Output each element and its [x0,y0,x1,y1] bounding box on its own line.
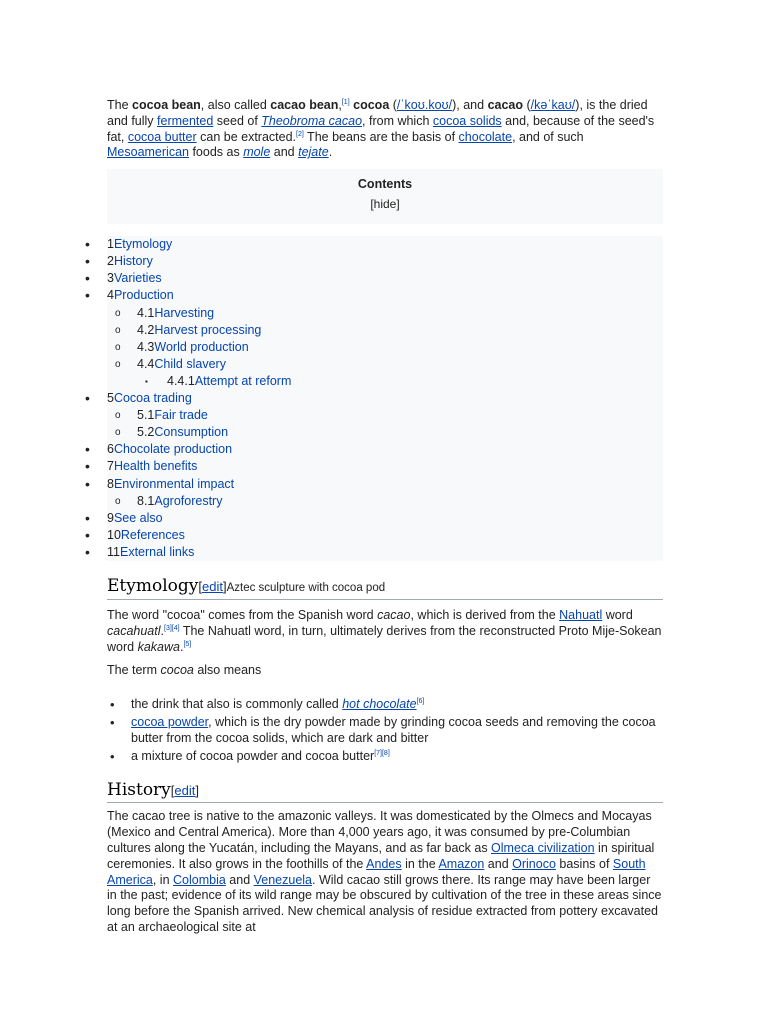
toc-item[interactable] [107,493,663,510]
link-olmeca-civilization[interactable]: Olmeca civilization [491,840,595,855]
toc-link[interactable]: Environmental impact [113,476,235,491]
link-mesoamerican[interactable]: Mesoamerican [107,145,189,160]
term-cocoa: cocoa [160,663,194,678]
toc-number: 7 [107,459,114,474]
toc-number: 5.2 [137,425,155,440]
link-venezuela[interactable]: Venezuela [253,872,313,887]
bracket: [ [170,783,175,799]
article-content [85,98,663,936]
toc-item[interactable] [107,339,663,356]
para-text: and [225,872,254,887]
toc-link[interactable]: Child slavery [154,356,226,371]
toc-item[interactable] [107,373,663,390]
toc-item[interactable] [107,407,663,424]
bullet-icon: o [115,410,121,422]
citation-link[interactable]: [1] [341,98,350,106]
toc-link[interactable]: Fair trade [154,408,208,423]
toc-link[interactable]: History [113,254,153,269]
intro-text: can be extracted. [196,129,297,144]
toc-number: 6 [107,442,114,457]
bullet-icon: o [115,358,121,370]
intro-text: ), is the dried and fully [107,98,648,128]
toc-item[interactable] [107,424,663,441]
ipa-link[interactable]: /ˈkoʊ.koʊ/ [396,98,453,112]
history-paragraph [107,809,663,935]
toc-item[interactable] [85,543,663,561]
bullet-icon: • [110,714,115,730]
meanings-list [107,697,663,764]
intro-text: foods as [188,145,244,160]
para-text: word [602,607,633,622]
intro-text: . [328,145,333,160]
toc-number: 9 [107,510,114,525]
toc-item[interactable] [85,287,663,304]
toc-list [85,236,663,561]
para-text: , in [152,872,173,887]
intro-text: ), and [452,98,488,112]
link-tejate[interactable]: tejate [298,145,329,160]
list-text: the drink that also is commonly called [131,697,343,712]
intro-text: ( [523,98,531,112]
bracket: ] [222,578,227,594]
bullet-icon: • [85,287,90,304]
toc-item[interactable] [85,509,663,527]
bullet-icon: • [85,270,90,287]
para-text: The term [107,663,161,678]
link-south-america[interactable]: South America [107,856,646,887]
link-amazon[interactable]: Amazon [438,856,485,871]
term-cacao: cacao [487,98,524,112]
edit-link[interactable]: edit [174,783,196,799]
toc-number: 8 [107,476,114,491]
toc-item[interactable] [107,305,663,322]
toc-link[interactable]: Chocolate production [113,442,233,457]
para-text: basins of [555,856,613,871]
etymology-paragraph [107,608,663,655]
toc-number: 3 [107,271,114,286]
section-heading-etymology [107,575,663,600]
toc-number: 2 [107,254,114,269]
intro-text: seed of [213,113,262,128]
link-colombia[interactable]: Colombia [173,872,226,887]
toc-title: Contents [357,177,413,192]
bullet-icon: • [85,441,90,458]
heading-text: Etymology [107,575,199,596]
link-cocoa-powder[interactable]: cocoa powder [131,714,209,729]
toc-number: 4.4 [137,356,155,371]
edit-section [171,783,199,798]
term-cacahuatl: cacahuatl [107,623,161,638]
toc-item[interactable] [85,441,663,458]
bullet-icon: • [110,748,115,764]
link-nahuatl[interactable]: Nahuatl [559,607,603,622]
list-item [107,749,663,765]
bracket: [ [198,578,202,594]
toc-item[interactable] [85,253,663,270]
section-heading-history [107,779,663,803]
link-fermented[interactable]: fermented [157,113,214,128]
toc-item[interactable] [85,526,663,544]
toc-link[interactable]: Attempt at reform [194,373,292,388]
para-text: . [179,639,184,654]
list-text: a mixture of cocoa powder and cocoa butter [131,748,375,763]
list-text: , which is the dry powder made by grinding cocoa seeds and removing the cocoa butter from the cocoa solids, which are dark and bitter [131,714,656,745]
bracket: ] [195,783,200,799]
toc-hide-toggle[interactable]: [hide] [370,197,400,212]
bullet-icon: • [110,697,115,713]
toc-link[interactable]: World production [154,339,249,354]
link-andes[interactable]: Andes [366,856,402,871]
edit-section [198,579,226,594]
toc-link[interactable]: Production [113,288,174,303]
para-text: . [160,623,164,638]
intro-text: , [338,98,342,112]
citation-link[interactable]: [3][4] [164,624,180,632]
toc-header [107,169,663,224]
intro-text: and [270,145,299,160]
toc-link[interactable]: Health benefits [113,459,198,474]
toc-link[interactable]: Etymology [113,237,173,252]
bullet-icon: o [115,427,121,439]
heading-text: History [107,780,171,801]
link-cocoa-solids[interactable]: cocoa solids [432,113,502,128]
bullet-icon: o [115,324,121,336]
toc-number: 4.4.1 [167,373,195,388]
bullet-icon: • [85,475,90,492]
toc-number: 10 [107,527,121,542]
link-mole[interactable]: mole [243,145,271,160]
intro-text: The [107,98,133,112]
edit-link[interactable]: edit [201,578,223,594]
toc-item[interactable] [107,322,663,339]
history-section [107,779,663,935]
toc-number: 4 [107,288,114,303]
toc-link[interactable]: Consumption [154,425,229,440]
toc-item[interactable] [107,356,663,373]
bullet-icon: o [115,495,121,507]
etymology-section [107,575,663,764]
toc-item[interactable] [85,390,663,407]
intro-text: The beans are the basis of [303,129,459,144]
term-cacao: cacao [377,607,411,622]
intro-text: and, because of the seed's fat, [107,113,655,144]
intro-text: , from which [362,113,433,128]
term-cacao-bean: cacao bean [270,98,339,112]
toc-link[interactable]: Harvest processing [154,322,262,337]
image-caption: Aztec sculpture with cocoa pod [226,581,386,594]
etymology-term-paragraph [107,663,663,679]
para-text: The word "cocoa" comes from the Spanish word [107,607,378,622]
toc-number: 1 [107,237,114,252]
list-item [107,715,663,747]
intro-text: ( [389,98,397,112]
bullet-icon: • [85,253,90,270]
bullet-icon: o [115,307,121,319]
citation-link[interactable]: [2] [296,130,304,138]
toc-link[interactable]: External links [119,544,195,559]
toc-number: 11 [107,544,120,559]
bullet-icon: ▪ [145,376,148,386]
para-text: also means [193,663,262,678]
bullet-icon: • [85,526,90,543]
toc-link[interactable]: See also [113,510,163,525]
bullet-icon: o [115,341,121,353]
intro-text: , also called [200,98,271,112]
citation-link[interactable]: [5] [183,640,192,648]
para-text: . Wild cacao still grows there. Its range may have been larger in the past; evidence of its wild range may be obscured by cultivation of the tree in these areas since long before the Spanish arrived. New chemical analysis of residue extracted from pottery excavated at an archaeological site at [107,872,662,934]
link-theobroma-cacao[interactable]: Theobroma cacao [261,113,363,128]
toc-link[interactable]: Varieties [113,271,162,286]
toc-item[interactable] [85,458,663,475]
term-cocoa: cocoa [353,98,390,112]
bullet-icon: • [85,390,90,407]
toc-item[interactable] [85,236,663,253]
intro-text: , and of such [512,129,584,144]
link-hot-chocolate[interactable]: hot chocolate [342,697,417,712]
bullet-icon: • [85,236,90,253]
toc-link[interactable]: Cocoa trading [113,391,192,406]
para-text: in the [401,856,439,871]
para-text: in spiritual ceremonies. It also grows in the foothills of the [107,840,655,871]
toc-number: 5 [107,391,114,406]
term-kakawa: kakawa [137,639,180,654]
bullet-icon: • [85,458,90,475]
list-item [107,697,663,713]
toc-number: 4.3 [137,339,155,354]
toc-number: 4.1 [137,305,155,320]
link-orinoco[interactable]: Orinoco [512,856,556,871]
para-text: , which is derived from the [410,607,560,622]
toc-number: 8.1 [137,493,155,508]
toc-number: 4.2 [137,322,155,337]
bullet-icon: • [85,509,90,526]
toc-link[interactable]: Harvesting [154,305,215,320]
para-text: and [484,856,513,871]
toc-link[interactable]: References [120,527,185,542]
toc-link[interactable]: Agroforestry [154,493,223,508]
para-text: The cacao tree is native to the amazonic valleys. It was domesticated by the Olmecs and Mocayas (Mexico and Central America). More than 4,000 years ago, it was consumed by pre-Columbian cultures along the Yucatán, including the Mayans, and as far back as [107,809,652,855]
link-cocoa-butter[interactable]: cocoa butter [127,129,197,144]
intro-paragraph [107,98,663,161]
ipa-link[interactable]: /kəˈkaʊ/ [530,98,576,112]
bullet-icon: • [85,543,90,560]
para-text: The Nahuatl word, in turn, ultimately derives from the reconstructed Proto Mije-Sokean word [107,623,662,654]
term-cocoa-bean: cocoa bean [132,98,201,112]
citation-link[interactable]: [6] [416,698,425,705]
toc-item[interactable] [85,475,663,493]
citation-link[interactable]: [7][8] [374,749,390,757]
toc-number: 5.1 [137,408,155,423]
link-chocolate[interactable]: chocolate [458,129,513,144]
toc-item[interactable] [85,270,663,287]
